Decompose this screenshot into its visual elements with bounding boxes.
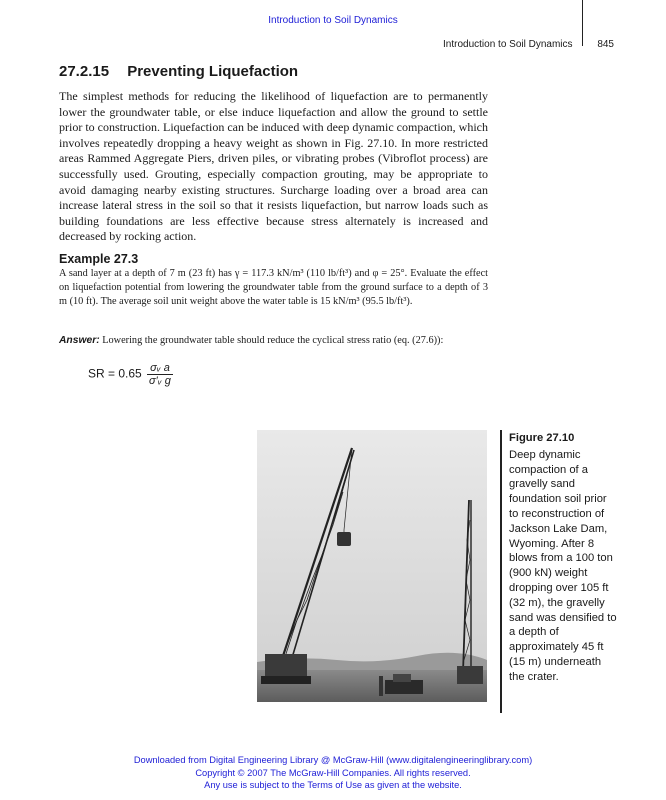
worker-figure bbox=[379, 676, 383, 696]
answer-label: Answer: bbox=[59, 335, 100, 346]
footer bbox=[0, 754, 666, 792]
pickup-truck bbox=[385, 680, 423, 694]
top-title-link[interactable]: Introduction to Soil Dynamics bbox=[268, 15, 398, 26]
section-number: 27.2.15 bbox=[59, 63, 110, 80]
drop-weight bbox=[337, 532, 351, 546]
figure-caption-text: Deep dynamic compaction of a gravelly sand foundation soil prior to reconstruction of Jackson Lake Dam, Wyoming. After 8 blows from a 100 ton (900 kN) weight dropping over 105 ft (32 m), the gravelly sand was densified to a depth of approximately 45 ft (15 m) underneath the crater. bbox=[509, 448, 617, 683]
caption-rule bbox=[500, 430, 502, 713]
body-paragraph: The simplest methods for reducing the likelihood of liquefaction are to permanently lower the groundwater table, or else induce liquefaction and allow the ground to settle prior to construction. Liquefaction can be induced with deep dynamic compaction, which involves repeatedly dropping a heavy weight as shown in Fig. 27.10. In more restricted areas Rammed Aggregate Piers, driven piles, or vibrating probes (Vibroflot process) are successfully used. Grouting, especially compaction grouting, may be appropriate to avoid damaging nearby existing structures. Surcharge loading over a broad area can increase lateral stress in the soil so that it resists liquefaction, but narrow loads such as building foundations are less effective because stress alternately is increased and decreased by rocking action. bbox=[59, 89, 488, 244]
formula-lhs: SR = 0.65 bbox=[88, 366, 142, 381]
running-head bbox=[443, 39, 614, 50]
answer-line bbox=[59, 335, 499, 346]
crane-right-cab bbox=[457, 666, 483, 684]
running-head-title: Introduction to Soil Dynamics bbox=[443, 39, 573, 50]
answer-text: Lowering the groundwater table should reduce the cyclical stress ratio (eq. (27.6)): bbox=[102, 335, 444, 346]
section-title: Preventing Liquefaction bbox=[127, 63, 299, 80]
formula-numerator: σᵥ a bbox=[147, 362, 173, 375]
footer-terms: Any use is subject to the Terms of Use as given at the website. bbox=[204, 780, 462, 790]
figure-caption bbox=[509, 431, 619, 685]
footer-download-link[interactable]: Downloaded from Digital Engineering Library @ McGraw-Hill (www.digitalengineeringlibrary.com) bbox=[133, 755, 533, 765]
pickup-cab bbox=[393, 674, 411, 682]
formula-fraction bbox=[147, 362, 173, 387]
footer-copyright: Copyright © 2007 The McGraw-Hill Companies. All rights reserved. bbox=[195, 767, 471, 778]
figure-photo bbox=[257, 430, 487, 702]
section-heading bbox=[59, 63, 298, 80]
formula-denominator: σ′ᵥ g bbox=[149, 375, 171, 387]
example-body: A sand layer at a depth of 7 m (23 ft) has γ = 117.3 kN/m³ (110 lb/ft³) and φ = 25°. Evaluate the effect on liquefaction potential from lowering the groundwater table from the ground surface to a depth of 3 m (10 ft). The average soil unit weight above the water table is 15 kN/m³ (95.5 lb/ft³). bbox=[59, 268, 488, 307]
formula bbox=[88, 362, 173, 387]
crane-left-cab bbox=[265, 654, 307, 678]
page-number: 845 bbox=[597, 39, 614, 50]
example-title: Example 27.3 bbox=[59, 252, 139, 266]
figure-label: Figure 27.10 bbox=[509, 432, 575, 444]
crane-left-tracks bbox=[261, 676, 311, 684]
